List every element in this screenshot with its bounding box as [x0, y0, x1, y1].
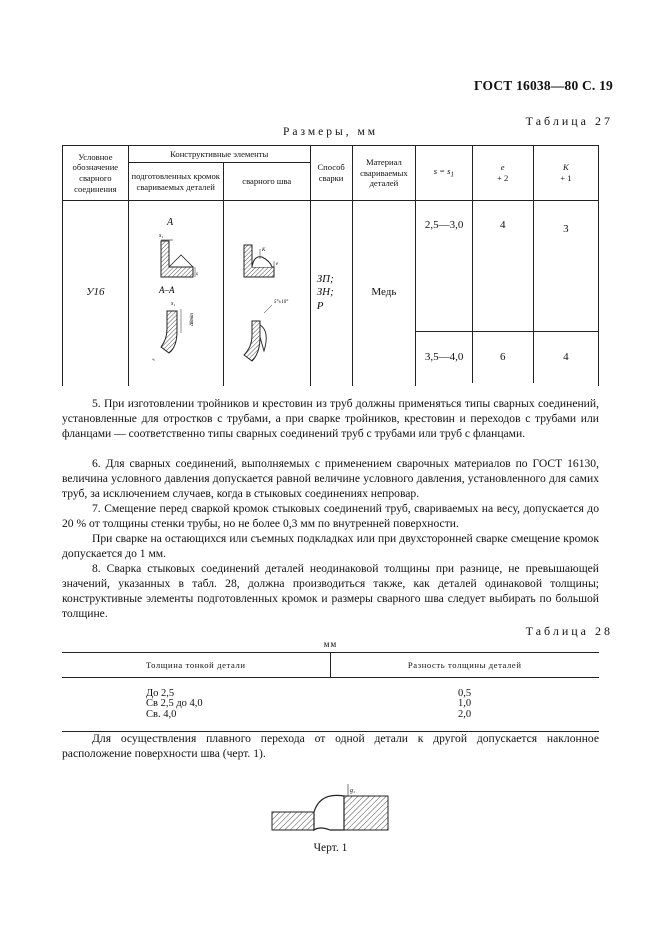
page-header: ГОСТ 16038—80 С. 19	[474, 78, 613, 93]
weld-profile-section	[244, 321, 260, 361]
edge-profile-section	[161, 311, 177, 353]
k-label: K	[261, 248, 266, 253]
header-s: $s = s_1$	[416, 146, 472, 201]
header-k: K + 1	[533, 146, 598, 201]
drawing-1	[270, 782, 390, 834]
value-s-2: 3,5—4,0	[416, 332, 472, 383]
method-zn: ЗН;	[316, 286, 334, 299]
table28-unit: мм	[323, 639, 338, 649]
s1-label: s₁	[158, 233, 164, 239]
table27-caption: Размеры, мм	[282, 126, 379, 138]
t28-r3-c2: 2,0	[457, 708, 472, 720]
row-values	[416, 201, 599, 386]
values-inner-table	[416, 201, 598, 383]
method-zp: ЗП;	[316, 272, 334, 285]
t28-r3-c1: Св. 4,0	[146, 708, 177, 720]
paragraph-7: 7. Смещение перед сваркой кромок стыковых соединений труб, свариваемых на весу, допускается до 20 % от толщины стенки трубы, но не более 0,3 мм по внутренней поверхности.	[62, 502, 599, 530]
table-28	[62, 652, 599, 732]
t28-r1-c2: 0,5	[457, 687, 472, 699]
thick-plate	[344, 796, 388, 830]
paragraph-5: 5. При изготовлении тройников и крестовин из труб должны применяться типы сварных соединений, установленные для отростков с трубами, а при сварке тройников, крестовин и переходов с трубами или фланцами — соответственно типы сварных соединений труб с трубами или труб с фланцами.	[62, 397, 599, 440]
table-27	[62, 145, 599, 386]
method-r: Р	[316, 300, 324, 313]
figure-caption: Черт. 1	[313, 842, 348, 854]
thin-plate	[272, 812, 314, 830]
value-s-1: 2,5—3,0	[416, 201, 472, 332]
row-method	[310, 201, 352, 386]
table28-label: Таблица 28	[525, 624, 613, 638]
t28-r2-c2: 1,0	[457, 698, 472, 709]
header-e: e + 2	[472, 146, 533, 201]
weld-sketch-cell	[223, 201, 310, 386]
paragraph-8: 8. Сварка стыковых соединений деталей неодинаковой толщины при разнице, не превышающей значений, указанных в табл. 28, должна производиться также, как деталей одинаковой толщины; конструктивные элементы подготовленных кромок и размеры сварного шва следует выбирать по большой толщине.	[62, 562, 599, 620]
paragraph-7-cont: При сварке на остающихся или съемных подкладках или при двухсторонней сварке смещение кромок допускается до 1 мм.	[62, 532, 599, 560]
header-difference: Разность толщины деталей	[330, 653, 599, 678]
header-prepared-edges: подготовленных кромок свариваемых деталей	[128, 163, 223, 201]
edge-prep-sketch	[129, 201, 223, 383]
section-label: A–A	[158, 285, 175, 295]
paragraph-6: 6. Для сварных соединений, выполняемых с применением сварочных материалов по ГОСТ 16130, величина условного давления допускается равной величине условного давления, установленного для самих труб, за исключением случаев, когда в стыковых соединениях непровар.	[62, 457, 599, 500]
row-designation: У16	[63, 201, 129, 386]
angle-label: 5°±10°	[273, 300, 288, 305]
header-weld-seam: сварного шва	[223, 163, 310, 201]
e-label: e	[275, 262, 278, 267]
closing-paragraph: Для осуществления плавного перехода от одной детали к другой допускается наклонное расположение поверхности шва (черт. 1).	[62, 732, 599, 760]
edge-sketch-cell	[128, 201, 223, 386]
t28-r2-c1: Св 2,5 до 4,0	[146, 698, 203, 709]
header-method: Способ сварки	[310, 146, 352, 201]
value-k-2: 4	[563, 350, 569, 363]
view-label: A	[166, 217, 173, 228]
header-designation: Условное обозначение сварного соединения	[63, 146, 129, 201]
value-e-2: 6	[472, 332, 533, 383]
value-k-1: 3	[533, 201, 598, 332]
weld-bead	[314, 795, 344, 830]
header-thin-part: Толщина тонкой детали	[62, 653, 330, 678]
s1-label-b: s₁	[170, 301, 176, 307]
row-material: Медь	[352, 201, 416, 386]
value-e-1: 4	[472, 201, 533, 332]
alpha-label: Δ8min	[189, 313, 195, 326]
header-structural: Конструктивные элементы	[128, 146, 310, 163]
table27-label: Таблица 27	[525, 114, 613, 128]
g1-label: g₁	[350, 788, 356, 794]
t28-r1-c1: До 2,5	[146, 687, 175, 699]
s-label-section: s	[151, 357, 157, 363]
weld-seam-sketch	[224, 201, 310, 383]
s-label-a: s	[195, 272, 198, 277]
header-material: Материал свариваемых деталей	[352, 146, 416, 201]
